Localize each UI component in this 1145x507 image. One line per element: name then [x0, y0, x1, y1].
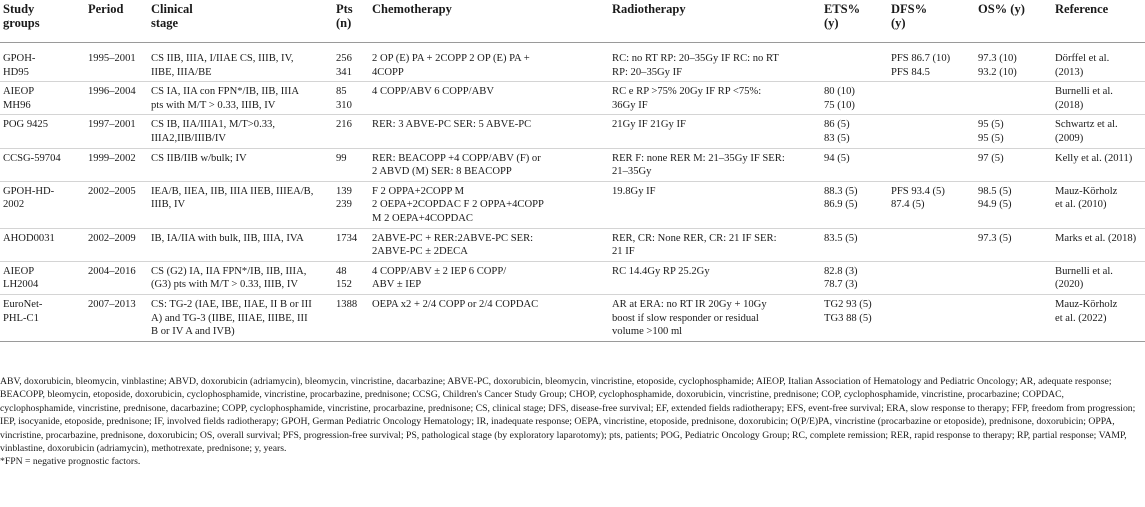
- table-body: [0, 43, 1145, 342]
- cell-study-group: AIEOP LH2004: [0, 261, 85, 294]
- table-row: [0, 148, 1145, 181]
- cell-reference: Burnelli et al. (2020): [1052, 261, 1145, 294]
- cell-ets: 94 (5): [821, 148, 888, 181]
- fpn-note: *FPN = negative prognostic factors.: [0, 456, 141, 468]
- cell-dfs: [888, 115, 975, 148]
- cell-os: 97.3 (10) 93.2 (10): [975, 43, 1052, 82]
- header-study-groups: Study groups: [0, 0, 85, 43]
- cell-period: 1999–2002: [85, 148, 148, 181]
- abbreviations-note: ABV, doxorubicin, bleomycin, vinblastine; ABVD, doxorubicin (adriamycin), bleomycin, vincristine, dacarbazine; ABVE-PC, doxorubicin, bleomycin, vincristine, etoposide, cyclophosphamide; AIEOP, Italian Association of Hematology and Pediatric Oncology; AR, adequate response; BEACOPP, bleomycin, etoposide, doxorubicin, cyclophosphamide, vincristine, procarbazine, prednisone; CCSG, Children's Cancer Study Group; CHOP, cyclophosphamide, doxorubicin, vincristine, prednisone; COP, cyclophosphamide, vincristine, procarbazine; COPDAC, cyclophosphamide, vincristine, prednisone, dacarbazine; COPP, cyclophosphamide, vincristine, procarbazine, prednisone; CS, clinical stage; DFS, disease-free survival; EF, extended fields radiotherapy; EFS, event-free survival; ERA, slow response to therapy; FFP, freedom from progression; IEP, isocyanide, etoposide, prednisone; IF, involved fields radiotherapy; GPOH, German Pediatric Oncology Hematology; IR, inadequate response; OEPA, vincristine, etoposide, prednisone, doxorubicin; O(P/E)PA, vincristine (procarbazine or etoposide), prednisone, doxorubicin; OPPA, vincristine, procarbazine, prednisone, doxorubicin; OS, overall survival; PFS, progression-free survival; PS, pathological stage (by exploratory laparotomy); pts, patients; POG, Pediatric Oncology Group; RC, complete remission; RER, rapid response to therapy; RP, partial response; VAMP, vinblastine, doxorubicin (adriamycin), methotrexate, prednisone; y, years.: [0, 376, 1136, 455]
- cell-radiotherapy: RC e RP >75% 20Gy IF RP <75%: 36Gy IF: [609, 82, 821, 115]
- table-row: [0, 43, 1145, 82]
- cell-clinical-stage: CS (G2) IA, IIA FPN*/IB, IIB, IIIA, (G3) pts with M/T > 0.33, IIIB, IV: [148, 261, 333, 294]
- cell-study-group: AHOD0031: [0, 228, 85, 261]
- header-clinical-stage: Clinical stage: [148, 0, 333, 43]
- cell-radiotherapy: RER F: none RER M: 21–35Gy IF SER: 21–35Gy: [609, 148, 821, 181]
- header-ets: ETS% (y): [821, 0, 888, 43]
- cell-period: 1995–2001: [85, 43, 148, 82]
- cell-radiotherapy: 21Gy IF 21Gy IF: [609, 115, 821, 148]
- cell-clinical-stage: CS IB, IIA/IIIA1, M/T>0.33, IIIA2,IIB/IIIB/IV: [148, 115, 333, 148]
- cell-os: 95 (5) 95 (5): [975, 115, 1052, 148]
- cell-chemotherapy: RER: 3 ABVE-PC SER: 5 ABVE-PC: [369, 115, 609, 148]
- cell-dfs: PFS 86.7 (10) PFS 84.5: [888, 43, 975, 82]
- table-row: [0, 228, 1145, 261]
- table-row: [0, 82, 1145, 115]
- header-pts: Pts (n): [333, 0, 369, 43]
- cell-pts: 99: [333, 148, 369, 181]
- cell-chemotherapy: 2 OP (E) PA + 2COPP 2 OP (E) PA + 4COPP: [369, 43, 609, 82]
- cell-period: 2002–2009: [85, 228, 148, 261]
- header-chemotherapy: Chemotherapy: [369, 0, 609, 43]
- cell-ets: 80 (10) 75 (10): [821, 82, 888, 115]
- cell-clinical-stage: CS IA, IIA con FPN*/IB, IIB, IIIA pts with M/T > 0.33, IIIB, IV: [148, 82, 333, 115]
- cell-chemotherapy: 4 COPP/ABV ± 2 IEP 6 COPP/ ABV ± IEP: [369, 261, 609, 294]
- cell-radiotherapy: 19.8Gy IF: [609, 181, 821, 228]
- cell-dfs: [888, 261, 975, 294]
- cell-chemotherapy: 2ABVE-PC + RER:2ABVE-PC SER: 2ABVE-PC ± 2DECA: [369, 228, 609, 261]
- cell-chemotherapy: F 2 OPPA+2COPP M 2 OEPA+2COPDAC F 2 OPPA+4COPP M 2 OEPA+4COPDAC: [369, 181, 609, 228]
- cell-pts: 1388: [333, 294, 369, 341]
- header-os: OS% (y): [975, 0, 1052, 43]
- cell-pts: 216: [333, 115, 369, 148]
- cell-pts: 85 310: [333, 82, 369, 115]
- cell-reference: Mauz-Körholz et al. (2022): [1052, 294, 1145, 341]
- cell-period: 2007–2013: [85, 294, 148, 341]
- cell-study-group: POG 9425: [0, 115, 85, 148]
- cell-os: [975, 82, 1052, 115]
- cell-ets: 83.5 (5): [821, 228, 888, 261]
- cell-reference: Mauz-Körholz et al. (2010): [1052, 181, 1145, 228]
- cell-clinical-stage: CS IIB, IIIA, I/IIAE CS, IIIB, IV, IIBE, IIIA/BE: [148, 43, 333, 82]
- header-reference: Reference: [1052, 0, 1145, 43]
- cell-chemotherapy: RER: BEACOPP +4 COPP/ABV (F) or 2 ABVD (M) SER: 8 BEACOPP: [369, 148, 609, 181]
- cell-study-group: EuroNet- PHL-C1: [0, 294, 85, 341]
- cell-clinical-stage: CS IIB/IIB w/bulk; IV: [148, 148, 333, 181]
- cell-study-group: GPOH-HD- 2002: [0, 181, 85, 228]
- cell-os: [975, 261, 1052, 294]
- table-header-row: [0, 0, 1145, 43]
- cell-radiotherapy: RER, CR: None RER, CR: 21 IF SER: 21 IF: [609, 228, 821, 261]
- cell-os: 97.3 (5): [975, 228, 1052, 261]
- cell-clinical-stage: IB, IA/IIA with bulk, IIB, IIIA, IVA: [148, 228, 333, 261]
- cell-reference: Dörffel et al. (2013): [1052, 43, 1145, 82]
- cell-ets: 88.3 (5) 86.9 (5): [821, 181, 888, 228]
- cell-ets: 82.8 (3) 78.7 (3): [821, 261, 888, 294]
- cell-period: 1996–2004: [85, 82, 148, 115]
- cell-ets: 86 (5) 83 (5): [821, 115, 888, 148]
- cell-radiotherapy: RC 14.4Gy RP 25.2Gy: [609, 261, 821, 294]
- cell-reference: Burnelli et al. (2018): [1052, 82, 1145, 115]
- header-dfs: DFS% (y): [888, 0, 975, 43]
- table-row: [0, 261, 1145, 294]
- table-footnotes: [0, 375, 1140, 469]
- cell-radiotherapy: AR at ERA: no RT IR 20Gy + 10Gy boost if slow responder or residual volume >100 ml: [609, 294, 821, 341]
- header-period: Period: [85, 0, 148, 43]
- table-row: [0, 294, 1145, 341]
- cell-os: 98.5 (5) 94.9 (5): [975, 181, 1052, 228]
- cell-dfs: [888, 148, 975, 181]
- cell-study-group: CCSG-59704: [0, 148, 85, 181]
- cell-period: 1997–2001: [85, 115, 148, 148]
- cell-study-group: GPOH- HD95: [0, 43, 85, 82]
- table-row: [0, 181, 1145, 228]
- cell-ets: TG2 93 (5) TG3 88 (5): [821, 294, 888, 341]
- cell-clinical-stage: CS: TG-2 (IAE, IBE, IIAE, II B or III A) and TG-3 (IIBE, IIIAE, IIIBE, III B or IV A and IVB): [148, 294, 333, 341]
- cell-pts: 1734: [333, 228, 369, 261]
- cell-os: [975, 294, 1052, 341]
- cell-dfs: PFS 93.4 (5) 87.4 (5): [888, 181, 975, 228]
- cell-study-group: AIEOP MH96: [0, 82, 85, 115]
- cell-pts: 256 341: [333, 43, 369, 82]
- cell-reference: Marks et al. (2018): [1052, 228, 1145, 261]
- cell-dfs: [888, 294, 975, 341]
- cell-ets: [821, 43, 888, 82]
- table-row: [0, 115, 1145, 148]
- cell-dfs: [888, 228, 975, 261]
- cell-chemotherapy: OEPA x2 + 2/4 COPP or 2/4 COPDAC: [369, 294, 609, 341]
- cell-clinical-stage: IEA/B, IIEA, IIB, IIIA IIEB, IIIEA/B, IIIB, IV: [148, 181, 333, 228]
- cell-reference: Kelly et al. (2011): [1052, 148, 1145, 181]
- cell-pts: 48 152: [333, 261, 369, 294]
- cell-period: 2004–2016: [85, 261, 148, 294]
- cell-os: 97 (5): [975, 148, 1052, 181]
- cell-radiotherapy: RC: no RT RP: 20–35Gy IF RC: no RT RP: 20–35Gy IF: [609, 43, 821, 82]
- header-radiotherapy: Radiotherapy: [609, 0, 821, 43]
- cell-reference: Schwartz et al. (2009): [1052, 115, 1145, 148]
- cell-pts: 139 239: [333, 181, 369, 228]
- cell-period: 2002–2005: [85, 181, 148, 228]
- cell-dfs: [888, 82, 975, 115]
- cell-chemotherapy: 4 COPP/ABV 6 COPP/ABV: [369, 82, 609, 115]
